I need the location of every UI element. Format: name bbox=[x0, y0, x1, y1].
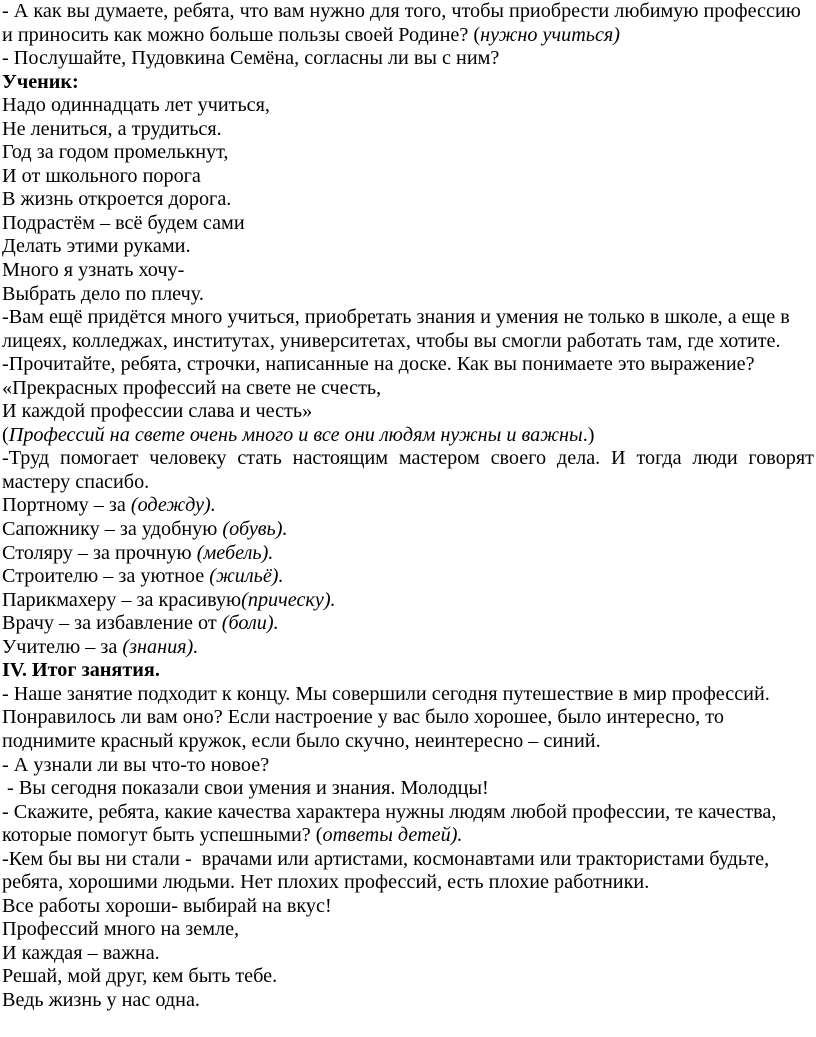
text-line: -Прочитайте, ребята, строчки, написанные на доске. Как вы понимаете это выражение? bbox=[2, 353, 755, 376]
text-line bbox=[2, 424, 814, 448]
poem-line: И от школьного порога bbox=[2, 164, 201, 187]
italic-answer: (боли). bbox=[221, 612, 279, 635]
text-segment: Сапожнику – за удобную bbox=[2, 518, 223, 541]
text-segment: Парикмахеру – за красивую bbox=[2, 588, 242, 611]
text-segment: ( bbox=[2, 423, 9, 446]
text-line: мастеру спасибо. bbox=[2, 470, 150, 493]
text-segment: которые помогут быть успешными? ( bbox=[2, 824, 323, 847]
text-line: -Кем бы вы ни стали - врачами или артистами, космонавтами или трактористами будьте, bbox=[2, 847, 770, 870]
text-segment: Врачу – за избавление от bbox=[2, 612, 222, 635]
poem-line: Делать этими руками. bbox=[2, 235, 191, 258]
text-line: -Вам ещё придётся много учиться, приобретать знания и умения не только в школе, а еще в bbox=[2, 306, 790, 329]
text-line bbox=[2, 542, 814, 566]
speaker-heading: Ученик: bbox=[2, 70, 79, 93]
italic-answer: Профессий на свете очень много и все они людям нужны и важны bbox=[8, 423, 583, 446]
text-line: - Наше занятие подходит к концу. Мы совершили сегодня путешествие в мир профессий. bbox=[2, 682, 770, 705]
poem-line: Год за годом промелькнут, bbox=[2, 141, 229, 164]
poem-line: Много я узнать хочу- bbox=[2, 259, 185, 282]
poem-line: И каждая – важна. bbox=[2, 941, 160, 964]
text-line bbox=[2, 636, 814, 660]
poem-line: Подрастём – всё будем сами bbox=[2, 211, 245, 234]
italic-answer: ответы детей). bbox=[322, 824, 463, 847]
poem-line: Профессий много на земле, bbox=[2, 918, 240, 941]
quote-line: «Прекрасных профессий на свете не счесть, bbox=[2, 376, 382, 399]
text-line: лицеях, колледжах, институтах, университетах, чтобы вы смогли работать там, где хотите. bbox=[2, 329, 781, 352]
italic-answer: (обувь). bbox=[222, 518, 288, 541]
text-segment: и приносить как можно больше пользы своей Родине? ( bbox=[2, 23, 481, 46]
poem-line: В жизнь откроется дорога. bbox=[2, 188, 232, 211]
text-line: поднимите красный кружок, если было скучно, неинтересно – синий. bbox=[2, 729, 601, 752]
text-line bbox=[2, 612, 814, 636]
poem-line: Надо одиннадцать лет учиться, bbox=[2, 94, 270, 117]
section-heading: IV. Итог занятия. bbox=[2, 659, 160, 682]
text-segment: Строителю – за уютное bbox=[2, 565, 210, 588]
text-line: - Послушайте, Пудовкина Семёна, согласны ли вы с ним? bbox=[2, 47, 500, 70]
text-line bbox=[2, 518, 814, 542]
poem-line: Не лениться, а трудиться. bbox=[2, 117, 222, 140]
text-line: Понравилось ли вам оно? Если настроение у вас было хорошее, было интересно, то bbox=[2, 706, 724, 729]
italic-answer: (жильё). bbox=[209, 565, 284, 588]
text-line bbox=[2, 589, 814, 613]
text-line: Все работы хороши- выбирай на вкус! bbox=[2, 894, 332, 917]
text-line: -Труд помогает человеку стать настоящим мастером своего дела. И тогда люди говорят bbox=[2, 447, 814, 470]
poem-line: Выбрать дело по плечу. bbox=[2, 282, 204, 305]
text-segment: Столяру – за прочную bbox=[2, 541, 197, 564]
text-line: - А как вы думаете, ребята, что вам нужно для того, чтобы приобрести любимую профессию bbox=[2, 0, 801, 22]
text-line: - Вы сегодня показали свои умения и знания. Молодцы! bbox=[2, 777, 489, 800]
document-page bbox=[2, 0, 814, 1013]
poem-line: Решай, мой друг, кем быть тебе. bbox=[2, 965, 278, 988]
text-line bbox=[2, 565, 814, 589]
text-line: - А узнали ли вы что-то новое? bbox=[2, 753, 270, 776]
quote-line: И каждой профессии слава и честь» bbox=[2, 400, 313, 423]
italic-answer: (мебель). bbox=[196, 541, 274, 564]
text-line bbox=[2, 824, 814, 848]
text-segment: Портному – за bbox=[2, 494, 131, 517]
text-segment: .) bbox=[582, 423, 595, 446]
italic-answer: нужно учиться) bbox=[480, 23, 621, 46]
italic-answer: (знания). bbox=[122, 635, 199, 658]
text-segment: Учителю – за bbox=[2, 635, 123, 658]
text-line: ребята, хорошими людьми. Нет плохих профессий, есть плохие работники. bbox=[2, 871, 650, 894]
text-line bbox=[2, 24, 814, 48]
italic-answer: (одежду). bbox=[130, 494, 216, 517]
text-line bbox=[2, 494, 814, 518]
poem-line: Ведь жизнь у нас одна. bbox=[2, 988, 200, 1011]
italic-answer: (прическу). bbox=[241, 588, 336, 611]
text-line: - Скажите, ребята, какие качества характера нужны людям любой профессии, те качества, bbox=[2, 800, 777, 823]
